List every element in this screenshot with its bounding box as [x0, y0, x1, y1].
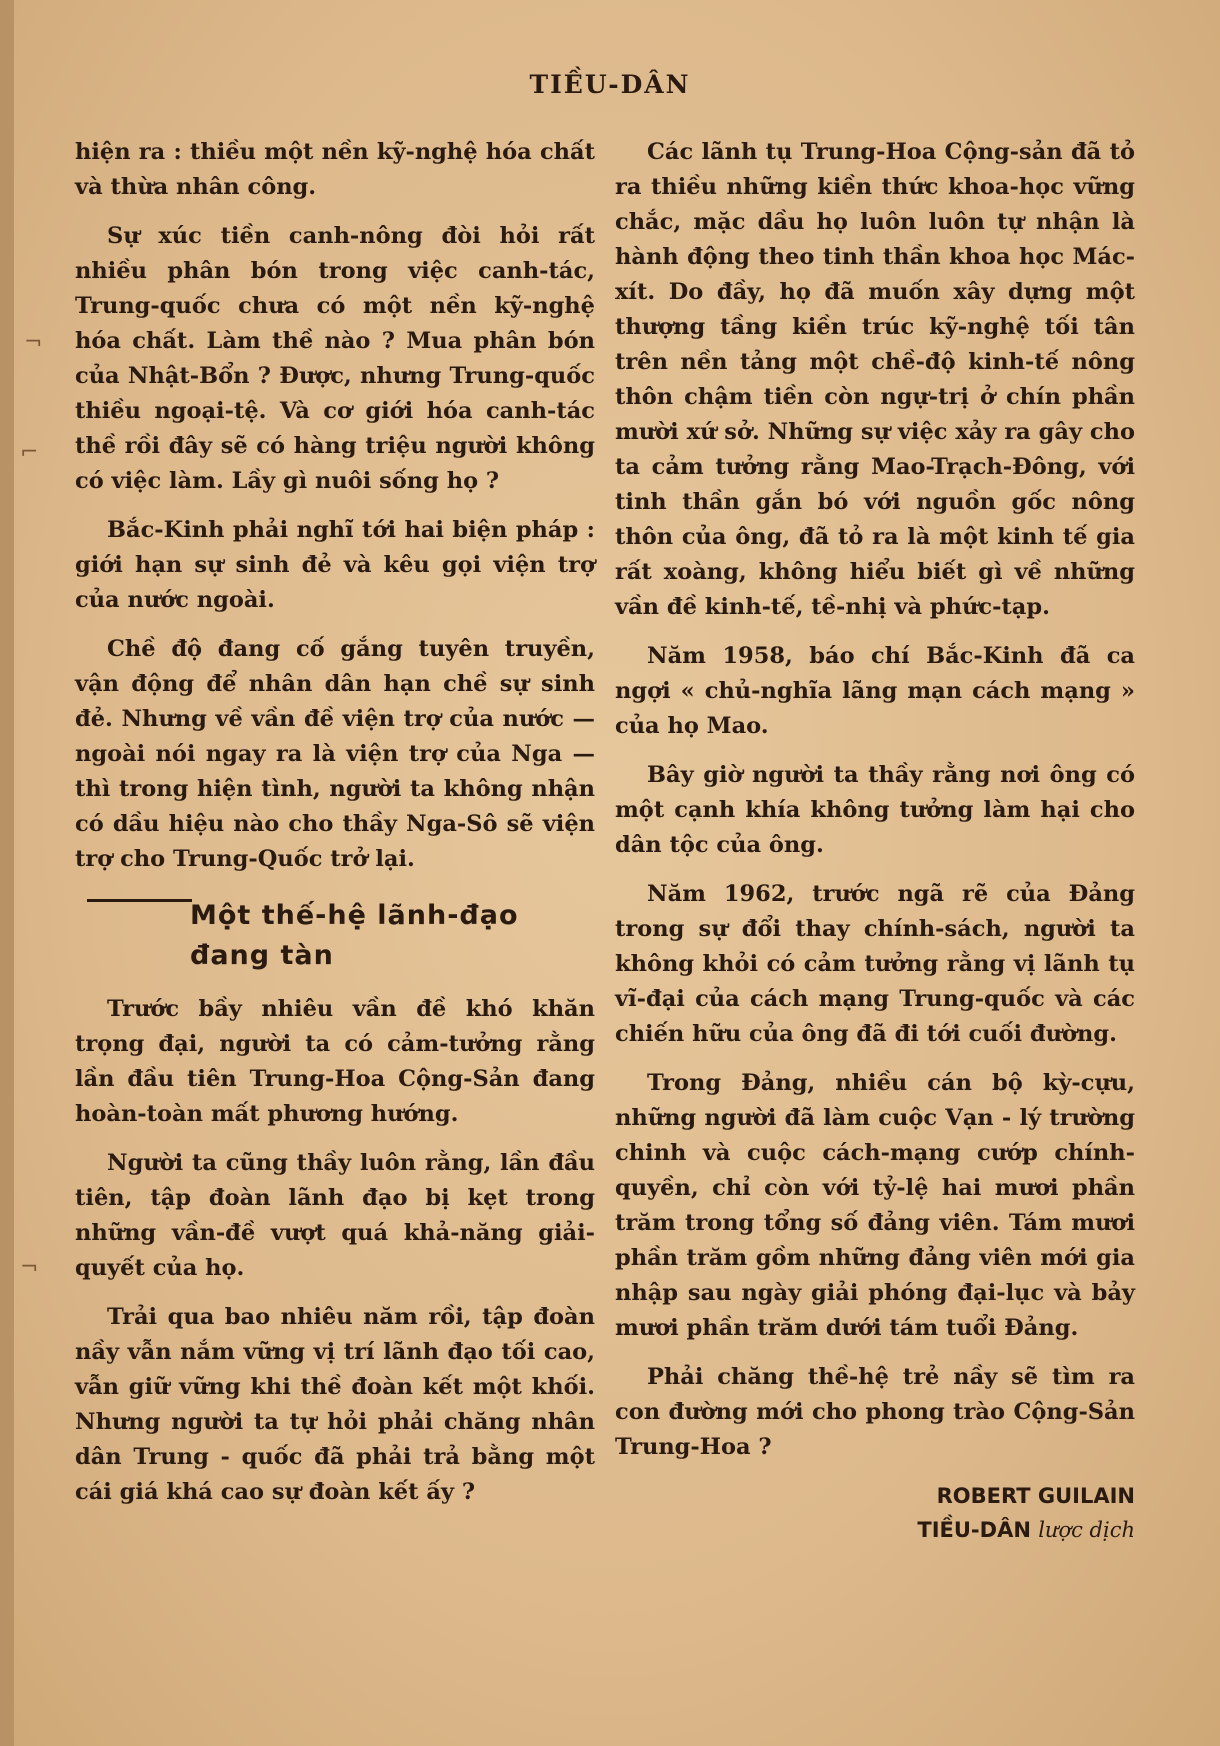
- page-header: TIỀU-DÂN: [529, 70, 691, 99]
- left-column: [75, 135, 595, 1524]
- signature-role: lược dịch: [1038, 1518, 1135, 1542]
- section-title-line: đang tàn: [190, 940, 334, 971]
- section-title: [190, 896, 595, 976]
- paragraph: Chề độ đang cố gắng tuyên truyền, vận động để nhân dân hạn chề sự sinh đẻ. Nhưng về vần đề viện trợ của nước — ngoài nói ngay ra là viện trợ của Nga — thì trong hiện tình, người ta không nhận có dầu hiệu nào cho thầy Nga-Sô sẽ viện trợ cho Trung-Quốc trở lại.: [75, 636, 595, 872]
- signature-translator: TIỀU-DÂN: [917, 1518, 1031, 1542]
- signature-translator-line: [615, 1513, 1135, 1547]
- paragraph: Năm 1962, trước ngã rẽ của Đảng trong sự đổi thay chính-sách, người ta không khỏi có cảm tưởng rằng vị lãnh tụ vĩ-đại của cách mạng Trung-quốc và các chiến hữu của ông đã đi tới cuối đường.: [615, 881, 1135, 1047]
- paragraph: Phải chăng thề-hệ trẻ nầy sẽ tìm ra con đường mới cho phong trào Cộng-Sản Trung-Hoa ?: [615, 1364, 1135, 1460]
- binding-mark: ⌐: [20, 440, 39, 465]
- page-edge: [0, 0, 14, 1746]
- paragraph: Bắc-Kinh phải nghĩ tới hai biện pháp : giới hạn sự sinh đẻ và kêu gọi viện trợ của nước ngoài.: [75, 517, 595, 613]
- paragraph: Người ta cũng thầy luôn rằng, lần đầu tiên, tập đoàn lãnh đạo bị kẹt trong những vần-đề vượt quá khả-năng giải-quyết của họ.: [75, 1150, 595, 1281]
- right-column: [615, 135, 1135, 1547]
- signature-author: ROBERT GUILAIN: [936, 1484, 1135, 1508]
- paragraph: Sự xúc tiền canh-nông đòi hỏi rất nhiều phân bón trong việc canh-tác, Trung-quốc chưa có một nền kỹ-nghệ hóa chất. Làm thề nào ? Mua phân bón của Nhật-Bổn ? Được, nhưng Trung-quốc thiều ngoại-tệ. Và cơ giới hóa canh-tác thề rồi đây sẽ có hàng triệu người không có việc làm. Lầy gì nuôi sống họ ?: [75, 223, 595, 494]
- paragraph: Trải qua bao nhiêu năm rồi, tập đoàn nầy vẫn nắm vững vị trí lãnh đạo tối cao, vẫn giữ vững khi thề đoàn kết một khối. Nhưng người ta tự hỏi phải chăng nhân dân Trung - quốc đã phải trả bằng một cái giá khá cao sự đoàn kết ấy ?: [75, 1304, 595, 1505]
- paragraph: hiện ra : thiều một nền kỹ-nghệ hóa chất và thừa nhân công.: [75, 139, 595, 200]
- paragraph: Các lãnh tụ Trung-Hoa Cộng-sản đã tỏ ra thiều những kiền thức khoa-học vững chắc, mặc dầu họ luôn luôn tự nhận là hành động theo tinh thần khoa học Mác-xít. Do đầy, họ đã muốn xây dựng một thượng tầng kiền trúc kỹ-nghệ tối tân trên nền tảng một chề-độ kinh-tế nông thôn chậm tiền còn ngự-trị ở chín phần mười xứ sở. Những sự việc xảy ra gây cho ta cảm tưởng rằng Mao-Trạch-Đông, với tinh thần gắn bó với nguồn gốc nông thôn của ông, đã tỏ ra là một kinh tế gia rất xoàng, không hiểu biết gì về những vần đề kinh-tế, tề-nhị và phức-tạp.: [615, 139, 1135, 620]
- paragraph: Bây giờ người ta thầy rằng nơi ông có một cạnh khía không tưởng làm hại cho dân tộc của ông.: [615, 762, 1135, 858]
- paragraph: Năm 1958, báo chí Bắc-Kinh đã ca ngợi « chủ-nghĩa lãng mạn cách mạng » của họ Mao.: [615, 643, 1135, 739]
- paragraph: Trong Đảng, nhiều cán bộ kỳ-cựu, những người đã làm cuộc Vạn - lý trường chinh và cuộc cách-mạng cướp chính-quyền, chỉ còn với tỷ-lệ hai mươi phần trăm trong tổng số đảng viên. Tám mươi phần trăm gồm những đảng viên mới gia nhập sau ngày giải phóng đại-lục và bảy mươi phần trăm dưới tám tuổi Đảng.: [615, 1070, 1135, 1341]
- binding-mark: ¬: [20, 1255, 39, 1280]
- section-rule: [87, 899, 192, 902]
- signature-block: [615, 1479, 1135, 1547]
- section-title-line: Một thế-hệ lãnh-đạo: [190, 900, 519, 931]
- binding-mark: ¬: [24, 330, 43, 355]
- paragraph: Trước bầy nhiêu vần đề khó khăn trọng đại, người ta có cảm-tưởng rằng lần đầu tiên Trung-Hoa Cộng-Sản đang hoàn-toàn mất phương hướng.: [75, 996, 595, 1127]
